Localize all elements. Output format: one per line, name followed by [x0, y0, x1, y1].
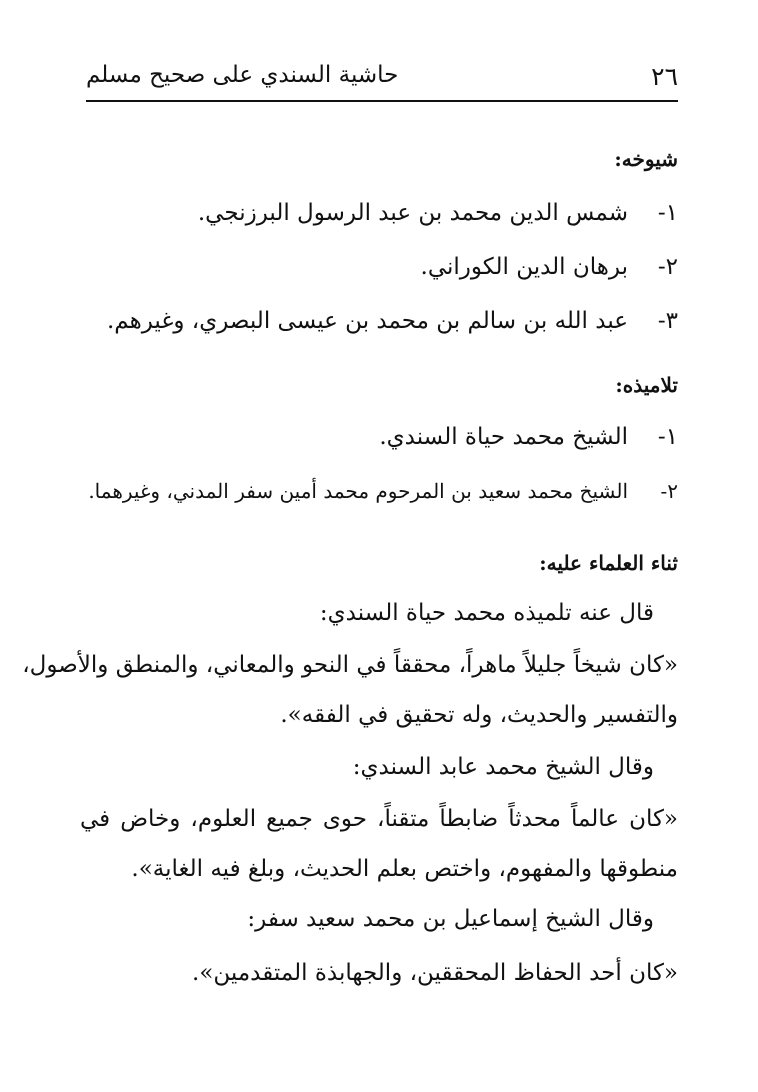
list-item-text: الشيخ محمد حياة السندي. [379, 424, 628, 450]
list-number: ٣- [657, 308, 678, 334]
quote-2-line-1: «كان عالماً محدثاً ضابطاً متقناً، حوى جميع العلوم، وخاض في [80, 806, 678, 832]
quote-1-line-1: «كان شيخاً جليلاً ماهراً، محققاً في النحو والمعاني، والمنطق والأصول، [22, 652, 678, 678]
quote-1-line-2: والتفسير والحديث، وله تحقيق في الفقه». [280, 702, 678, 728]
praise-intro-2: وقال الشيخ محمد عابد السندي: [352, 754, 654, 780]
teacher-item-2 [421, 250, 678, 284]
teacher-item-3 [107, 304, 678, 338]
list-number: ٢- [660, 479, 678, 503]
teacher-item-1 [198, 196, 678, 230]
page-number: ٢٦ [651, 62, 678, 91]
list-number: ٢- [657, 254, 678, 280]
list-number: ١- [657, 424, 678, 450]
students-heading: تلاميذه: [615, 373, 678, 397]
praise-intro-3: وقال الشيخ إسماعيل بن محمد سعيد سفر: [247, 906, 654, 932]
list-number: ١- [657, 200, 678, 226]
praise-heading: ثناء العلماء عليه: [539, 551, 678, 575]
quote-2-line-2: منطوقها والمفهوم، واختص بعلم الحديث، وبلغ فيه الغاية». [131, 856, 678, 882]
running-header [86, 52, 678, 102]
quote-3: «كان أحد الحفاظ المحققين، والجهابذة المتقدمين». [192, 960, 678, 986]
teachers-heading: شيوخه: [614, 147, 678, 171]
praise-intro-1: قال عنه تلميذه محمد حياة السندي: [319, 600, 654, 626]
list-item-text: برهان الدين الكوراني. [420, 254, 628, 280]
list-item-text: الشيخ محمد سعيد بن المرحوم محمد أمين سفر المدني، وغيرهما. [88, 479, 628, 503]
student-item-2 [88, 474, 678, 508]
student-item-1 [379, 420, 678, 454]
list-item-text: عبد الله بن سالم بن محمد بن عيسى البصري، وغيرهم. [106, 308, 628, 334]
list-item-text: شمس الدين محمد بن عبد الرسول البرزنجي. [197, 200, 628, 226]
running-title: حاشية السندي على صحيح مسلم [86, 62, 399, 88]
